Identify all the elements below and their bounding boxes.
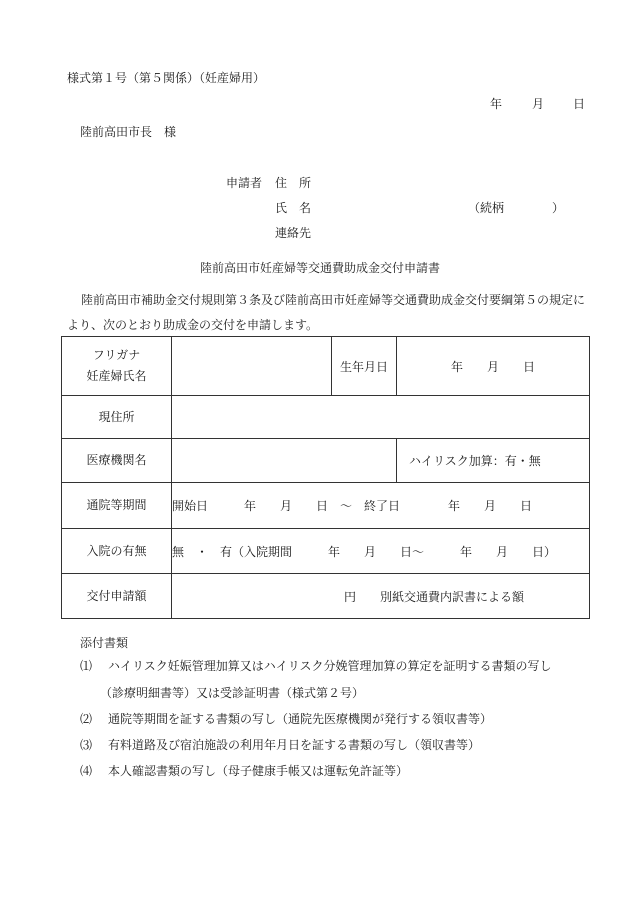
attachment-item [80, 657, 600, 674]
date-line [490, 95, 585, 112]
attachment-text: 通院等期間を証する書類の写し（通院先医療機関が発行する領収書等） [108, 712, 493, 726]
attachment-text: 本人確認書類の写し（母子健康手帳又は運転免許証等） [108, 764, 409, 778]
attachment-text: ハイリスク妊娠管理加算又はハイリスク分娩管理加算の算定を証明する書類の写し [108, 659, 552, 673]
contact-label: 連絡先 [275, 226, 312, 240]
date-year: 年 [490, 97, 503, 111]
hospital-field[interactable] [172, 439, 397, 483]
table-row [62, 337, 590, 396]
application-table [61, 336, 590, 619]
amount-field[interactable]: 円 別紙交通費内訳書による額 [172, 574, 590, 619]
attachment-item [100, 684, 620, 701]
applicant-label: 申請者 [226, 176, 263, 190]
table-row [62, 396, 590, 439]
date-day: 日 [573, 97, 586, 111]
table-row [62, 439, 590, 483]
address-field[interactable] [172, 396, 590, 439]
attachment-item [80, 710, 600, 727]
period-field[interactable]: 開始日 年 月 日 ～ 終了日 年 月 日 [172, 483, 590, 529]
table-row [62, 574, 590, 619]
inpatient-label: 入院の有無 [62, 529, 172, 574]
attachment-text: （診療明細書等）又は受診証明書（様式第２号） [100, 686, 365, 700]
attachment-number: ⑶ [80, 738, 93, 752]
attachments-title: 添付書類 [80, 636, 129, 650]
patient-name-field[interactable] [172, 337, 332, 396]
intro-paragraph: 陸前高田市補助金交付規則第３条及び陸前高田市妊産婦等交通費助成金交付要綱第５の規定により、次のとおり助成金の交付を申請します。 [67, 293, 586, 332]
relation-label: （続柄 ） [468, 201, 565, 215]
inpatient-field[interactable]: 無 ・ 有（入院期間 年 月 日～ 年 月 日） [172, 529, 590, 574]
table-row [62, 529, 590, 574]
document-title: 陸前高田市妊産婦等交通費助成金交付申請書 [200, 261, 441, 275]
birth-field[interactable]: 年 月 日 [397, 337, 590, 396]
attachment-item [80, 736, 600, 753]
address-label: 住 所 [275, 176, 312, 190]
form-number: 様式第１号（第５関係）（妊産婦用） [67, 71, 266, 85]
attachment-item [80, 762, 600, 779]
attachment-number: ⑵ [80, 712, 93, 726]
attachment-number: ⑷ [80, 764, 93, 778]
table-row [62, 483, 590, 529]
addressee: 陸前高田市長 様 [80, 125, 177, 139]
hospital-label: 医療機関名 [62, 439, 172, 483]
name-label-cell [62, 337, 172, 396]
risk-field[interactable]: ハイリスク加算：有・無 [397, 439, 590, 483]
birth-label: 生年月日 [332, 337, 397, 396]
attachment-text: 有料道路及び宿泊施設の利用年月日を証する書類の写し（領収書等） [108, 738, 481, 752]
furigana-label: フリガナ [92, 348, 141, 362]
attachment-number: ⑴ [80, 659, 93, 673]
address-label-cell: 現住所 [62, 396, 172, 439]
patient-name-label: 妊産婦氏名 [86, 369, 147, 383]
date-month: 月 [532, 97, 545, 111]
period-label: 通院等期間 [62, 483, 172, 529]
amount-label: 交付申請額 [62, 574, 172, 619]
name-label: 氏 名 [275, 201, 312, 215]
